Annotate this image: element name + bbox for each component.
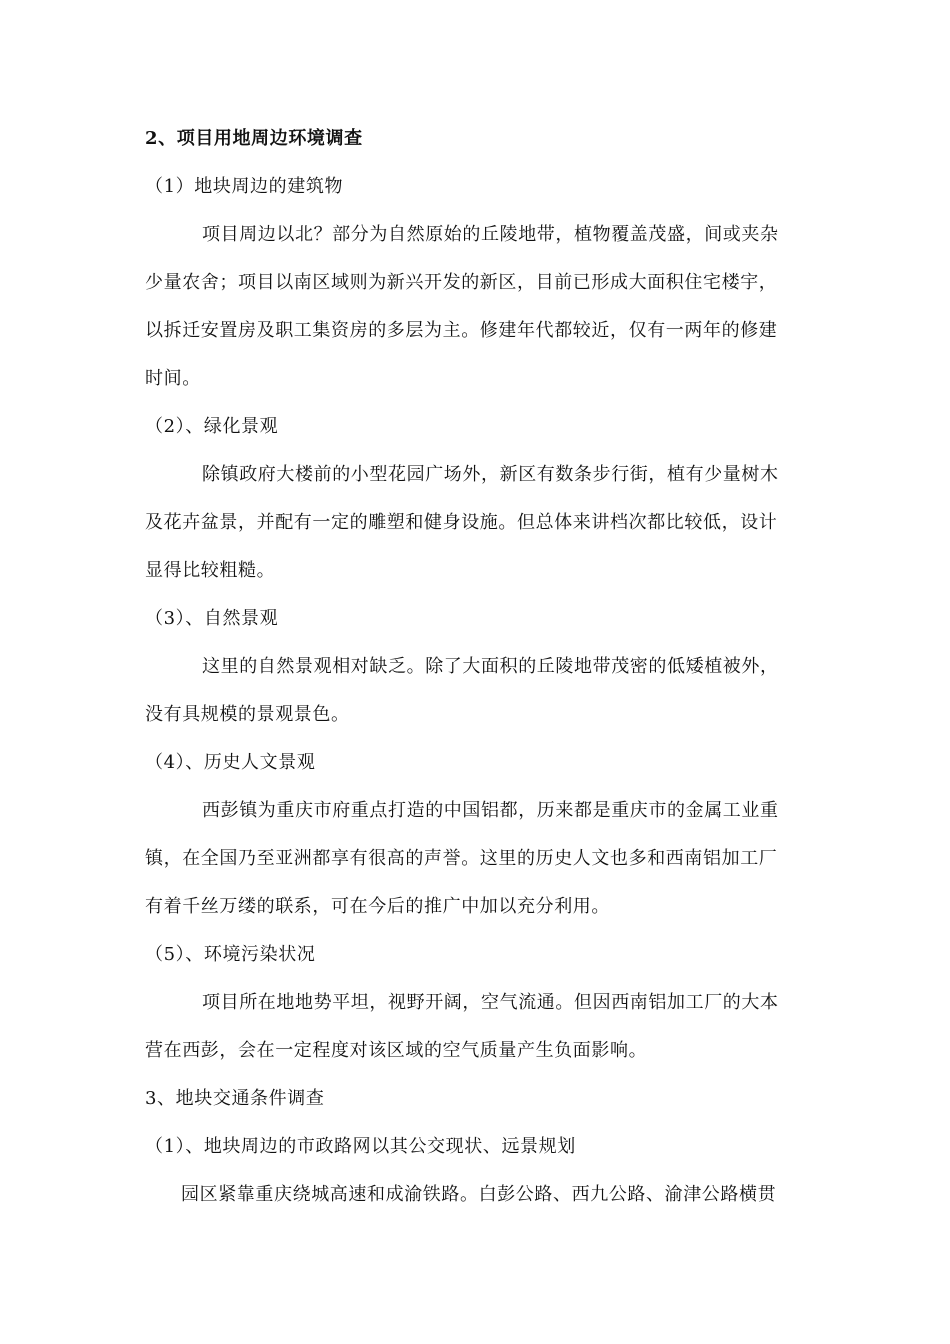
subheading-buildings: （1）地块周边的建筑物: [145, 176, 344, 197]
paragraph-line: 项目周边以北？部分为自然原始的丘陵地带，植物覆盖茂盛，间或夹杂: [202, 224, 779, 245]
paragraph-line: 这里的自然景观相对缺乏。除了大面积的丘陵地带茂密的低矮植被外，: [202, 656, 779, 677]
subheading-pollution: （5）、环境污染状况: [145, 944, 316, 965]
section-heading-traffic: 3、地块交通条件调查: [145, 1088, 325, 1109]
subheading-road-network: （1）、地块周边的市政路网以其公交现状、远景规划: [145, 1136, 576, 1157]
subheading-history-culture: （4）、历史人文景观: [145, 752, 316, 773]
subheading-greenery: （2）、绿化景观: [145, 416, 279, 437]
paragraph-line: 时间。: [145, 368, 201, 389]
paragraph-line: 西彭镇为重庆市府重点打造的中国铝都，历来都是重庆市的金属工业重: [202, 800, 779, 821]
subheading-natural-landscape: （3）、自然景观: [145, 608, 279, 629]
paragraph-line: 项目所在地地势平坦，视野开阔，空气流通。但因西南铝加工厂的大本: [202, 992, 779, 1013]
paragraph-line: 除镇政府大楼前的小型花园广场外，新区有数条步行街，植有少量树木: [202, 464, 779, 485]
paragraph-line: 没有具规模的景观景色。: [145, 704, 350, 725]
section-heading-surroundings: 2、项目用地周边环境调查: [145, 128, 363, 149]
paragraph-line: 显得比较粗糙。: [145, 560, 276, 581]
paragraph-line: 镇，在全国乃至亚洲都享有很高的声誉。这里的历史人文也多和西南铝加工厂: [145, 848, 778, 869]
paragraph-line: 园区紧靠重庆绕城高速和成渝铁路。白彭公路、西九公路、渝津公路横贯: [181, 1184, 777, 1205]
paragraph-line: 及花卉盆景，并配有一定的雕塑和健身设施。但总体来讲档次都比较低，设计: [145, 512, 778, 533]
paragraph-line: 营在西彭，会在一定程度对该区域的空气质量产生负面影响。: [145, 1040, 648, 1061]
paragraph-line: 以拆迁安置房及职工集资房的多层为主。修建年代都较近，仅有一两年的修建: [145, 320, 778, 341]
paragraph-line: 少量农舍；项目以南区域则为新兴开发的新区，目前已形成大面积住宅楼宇，: [145, 272, 778, 293]
paragraph-line: 有着千丝万缕的联系，可在今后的推广中加以充分利用。: [145, 896, 610, 917]
